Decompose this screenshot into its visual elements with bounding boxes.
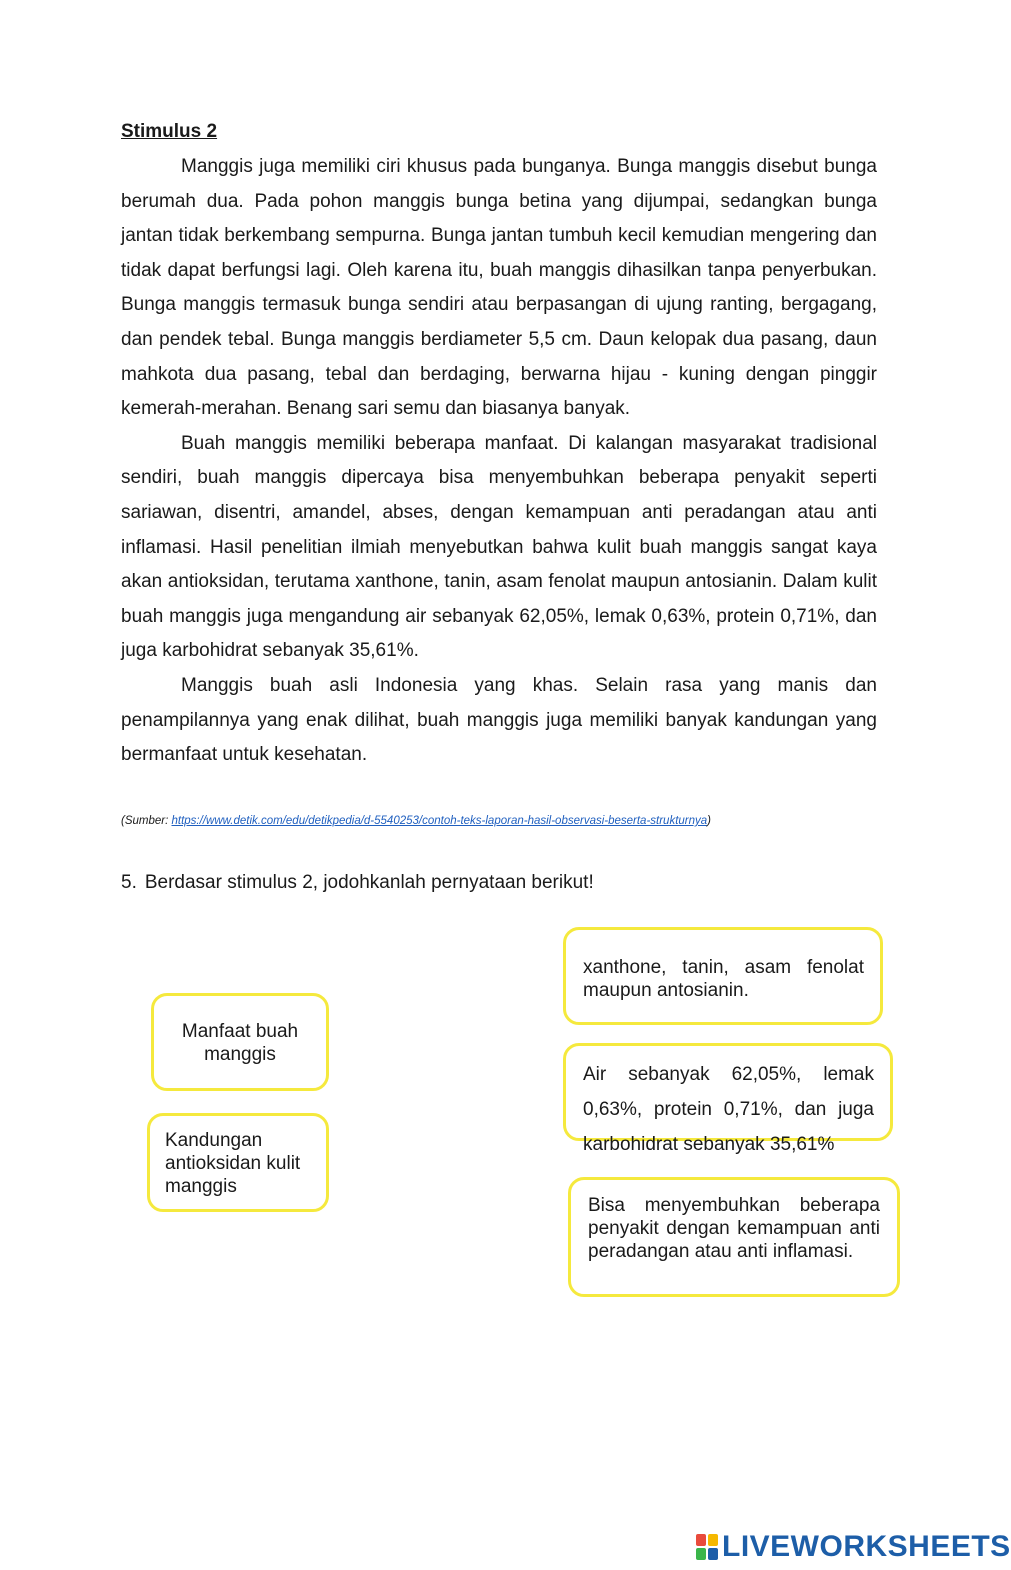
stimulus-text [121, 150, 877, 773]
liveworksheets-logo-icon [696, 1534, 718, 1560]
logo-mark-square [696, 1534, 706, 1546]
source-suffix: ) [707, 815, 712, 827]
question-text: Berdasar stimulus 2, jodohkanlah pernyataan berikut! [144, 872, 594, 893]
question-prompt [121, 872, 594, 894]
match-left-label: Manfaat buah manggis [181, 1021, 299, 1065]
source-prefix: (Sumber: [121, 815, 172, 827]
match-right-clip [583, 1057, 874, 1155]
match-right-label: Bisa menyembuhkan beberapa penyakit dengan kemampuan anti peradangan atau anti inflamasi. [588, 1195, 880, 1262]
stimulus-paragraph: Manggis juga memiliki ciri khusus pada bunganya. Bunga manggis disebut bunga berumah dua. Pada pohon manggis bunga betina yang dijumpai, sedangkan bunga jantan tidak berkembang sempurna. Bunga jantan tumbuh kecil kemudian mengering dan tidak dapat berfungsi lagi. Oleh karena itu, buah manggis dihasilkan tanpa penyerbukan. Bunga manggis termasuk bunga sendiri atau berpasangan di ujung ranting, bergagang, dan pendek tebal. Bunga manggis berdiameter 5,5 cm. Daun kelopak dua pasang, daun mahkota dua pasang, tebal dan berdaging, berwarna hijau - kuning dengan pinggir kemerah-merahan. Benang sari semu dan biasanya banyak. [121, 156, 877, 420]
stimulus-paragraph: Buah manggis memiliki beberapa manfaat. Di kalangan masyarakat tradisional sendiri, buah manggis dipercaya bisa menyembuhkan beberapa penyakit seperti sariawan, disentri, amandel, abses, dengan kemampuan anti peradangan atau anti inflamasi. Hasil penelitian ilmiah menyebutkan bahwa kulit buah manggis sangat kaya akan antioksidan, terutama xanthone, tanin, asam fenolat maupun antosianin. Dalam kulit buah manggis juga mengandung air sebanyak 62,05%, lemak 0,63%, protein 0,71%, dan juga karbohidrat sebanyak 35,61%. [121, 432, 877, 662]
match-left-item-antioxidant[interactable] [147, 1113, 329, 1212]
stimulus-heading: Stimulus 2 [121, 121, 218, 142]
logo-mark-square [708, 1548, 718, 1560]
match-right-label: xanthone, tanin, asam fenolat maupun antosianin. [583, 957, 864, 1001]
match-right-item-composition[interactable] [563, 1043, 893, 1155]
stimulus-paragraph: Manggis buah asli Indonesia yang khas. Selain rasa yang manis dan penampilannya yang enak dilihat, buah manggis juga memiliki banyak kandungan yang bermanfaat untuk kesehatan. [121, 674, 877, 766]
source-link[interactable]: https://www.detik.com/edu/detikpedia/d-5540253/contoh-teks-laporan-hasil-observasi-beserta-strukturnya [171, 815, 708, 827]
match-right-item-healing[interactable] [568, 1177, 900, 1297]
question-number: 5. [121, 872, 137, 893]
source-citation [121, 815, 881, 827]
liveworksheets-logo [696, 1530, 1011, 1564]
liveworksheets-logo-text: LIVEWORKSHEETS [722, 1530, 1011, 1563]
logo-mark-square [696, 1548, 706, 1560]
match-left-label: Kandungan antioksidan kulit manggis [165, 1130, 301, 1197]
match-right-item-xanthone[interactable] [563, 927, 883, 1025]
match-left-item-benefit[interactable] [151, 993, 329, 1091]
match-right-label: Air sebanyak 62,05%, lemak 0,63%, protein 0,71%, dan juga karbohidrat sebanyak 35,61% [583, 1064, 874, 1155]
logo-mark-square [708, 1534, 718, 1546]
